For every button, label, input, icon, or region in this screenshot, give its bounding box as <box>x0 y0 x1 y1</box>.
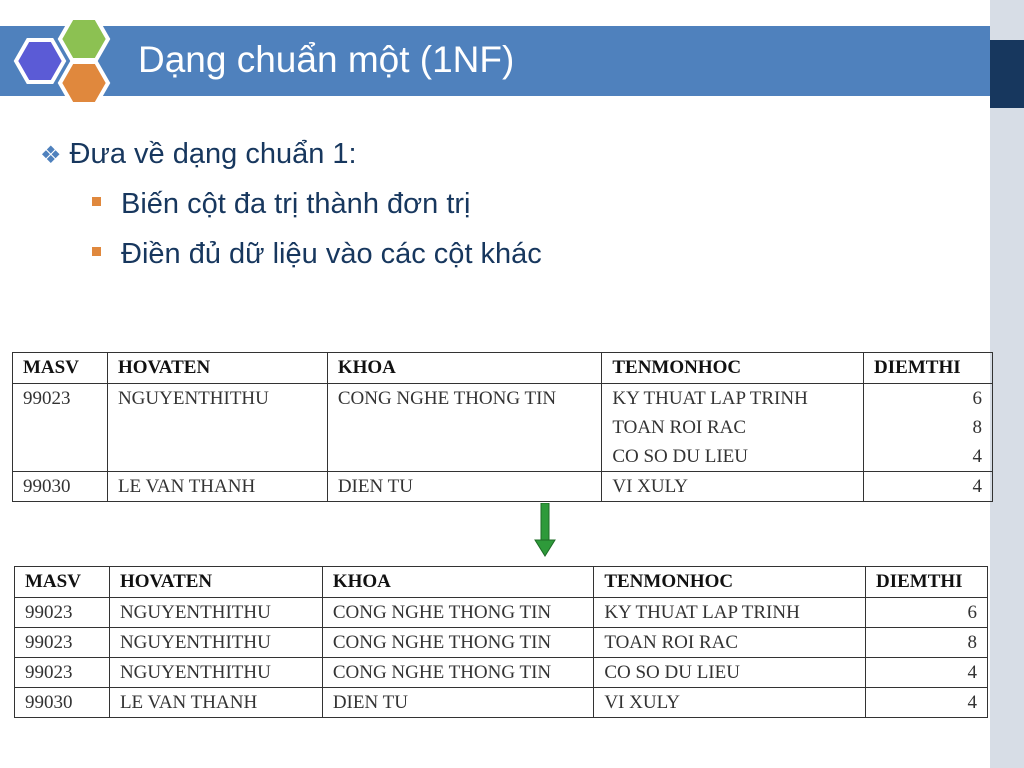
table-cell: NGUYENTHITHU <box>109 628 322 658</box>
table-row <box>15 658 988 688</box>
sub-bullet-text: Điền đủ dữ liệu vào các cột khác <box>121 238 542 270</box>
column-header: MASV <box>13 353 108 384</box>
table-row <box>15 628 988 658</box>
table-cell: LE VAN THANH <box>107 472 327 502</box>
table-cell <box>327 442 602 472</box>
column-header: TENMONHOC <box>602 353 864 384</box>
normalized-table <box>14 566 988 718</box>
table-cell: 99023 <box>15 658 110 688</box>
table-row <box>13 442 993 472</box>
column-header: HOVATEN <box>109 567 322 598</box>
down-arrow-icon <box>534 503 556 557</box>
table-cell: NGUYENTHITHU <box>109 658 322 688</box>
table-cell: VI XULY <box>602 472 864 502</box>
table-cell: KY THUAT LAP TRINH <box>594 598 866 628</box>
column-header: TENMONHOC <box>594 567 866 598</box>
table-cell: 4 <box>866 658 988 688</box>
right-accent-block <box>990 40 1024 108</box>
slide-title: Dạng chuẩn một (1NF) <box>138 39 515 80</box>
table-cell: KY THUAT LAP TRINH <box>602 384 864 414</box>
table-row <box>13 384 993 414</box>
right-side-panel <box>990 0 1024 768</box>
table-cell: 4 <box>864 442 993 472</box>
table-cell: TOAN ROI RAC <box>594 628 866 658</box>
column-header: DIEMTHI <box>866 567 988 598</box>
table-cell: CO SO DU LIEU <box>602 442 864 472</box>
column-header: MASV <box>15 567 110 598</box>
table-cell: CONG NGHE THONG TIN <box>327 384 602 414</box>
main-bullet <box>40 138 357 171</box>
sub-bullet <box>92 238 542 271</box>
table-cell <box>107 413 327 442</box>
table-cell: 8 <box>866 628 988 658</box>
table-cell <box>327 413 602 442</box>
main-bullet-text: Đưa về dạng chuẩn 1: <box>69 138 357 170</box>
unnormalized-table <box>12 352 993 502</box>
table-cell: TOAN ROI RAC <box>602 413 864 442</box>
column-header: KHOA <box>322 567 594 598</box>
table-cell <box>13 442 108 472</box>
table-cell <box>13 413 108 442</box>
square-bullet-icon <box>92 247 101 256</box>
column-header: HOVATEN <box>107 353 327 384</box>
table-header-row <box>15 567 988 598</box>
table-cell: NGUYENTHITHU <box>109 598 322 628</box>
table-cell: 4 <box>866 688 988 718</box>
table-cell: DIEN TU <box>327 472 602 502</box>
table-cell <box>107 442 327 472</box>
table-cell: 99030 <box>13 472 108 502</box>
table-cell: CONG NGHE THONG TIN <box>322 658 594 688</box>
table-cell: 99023 <box>15 628 110 658</box>
table-cell: 6 <box>866 598 988 628</box>
table-cell: CO SO DU LIEU <box>594 658 866 688</box>
table-cell: 99023 <box>15 598 110 628</box>
table-row <box>13 413 993 442</box>
table-cell: 8 <box>864 413 993 442</box>
diamond-bullet-icon: ❖ <box>40 142 62 169</box>
table-cell: VI XULY <box>594 688 866 718</box>
table-cell: 4 <box>864 472 993 502</box>
table-cell: LE VAN THANH <box>109 688 322 718</box>
table-cell: CONG NGHE THONG TIN <box>322 598 594 628</box>
table-header-row <box>13 353 993 384</box>
table-row <box>13 472 993 502</box>
column-header: DIEMTHI <box>864 353 993 384</box>
hexagon-cluster-icon <box>8 8 128 118</box>
table-cell: 99023 <box>13 384 108 414</box>
column-header: KHOA <box>327 353 602 384</box>
sub-bullet <box>92 188 471 221</box>
sub-bullet-text: Biến cột đa trị thành đơn trị <box>121 188 471 220</box>
table-row <box>15 688 988 718</box>
table-cell: 99030 <box>15 688 110 718</box>
table-cell: CONG NGHE THONG TIN <box>322 628 594 658</box>
table-row <box>15 598 988 628</box>
square-bullet-icon <box>92 197 101 206</box>
table-cell: 6 <box>864 384 993 414</box>
table-cell: NGUYENTHITHU <box>107 384 327 414</box>
table-cell: DIEN TU <box>322 688 594 718</box>
